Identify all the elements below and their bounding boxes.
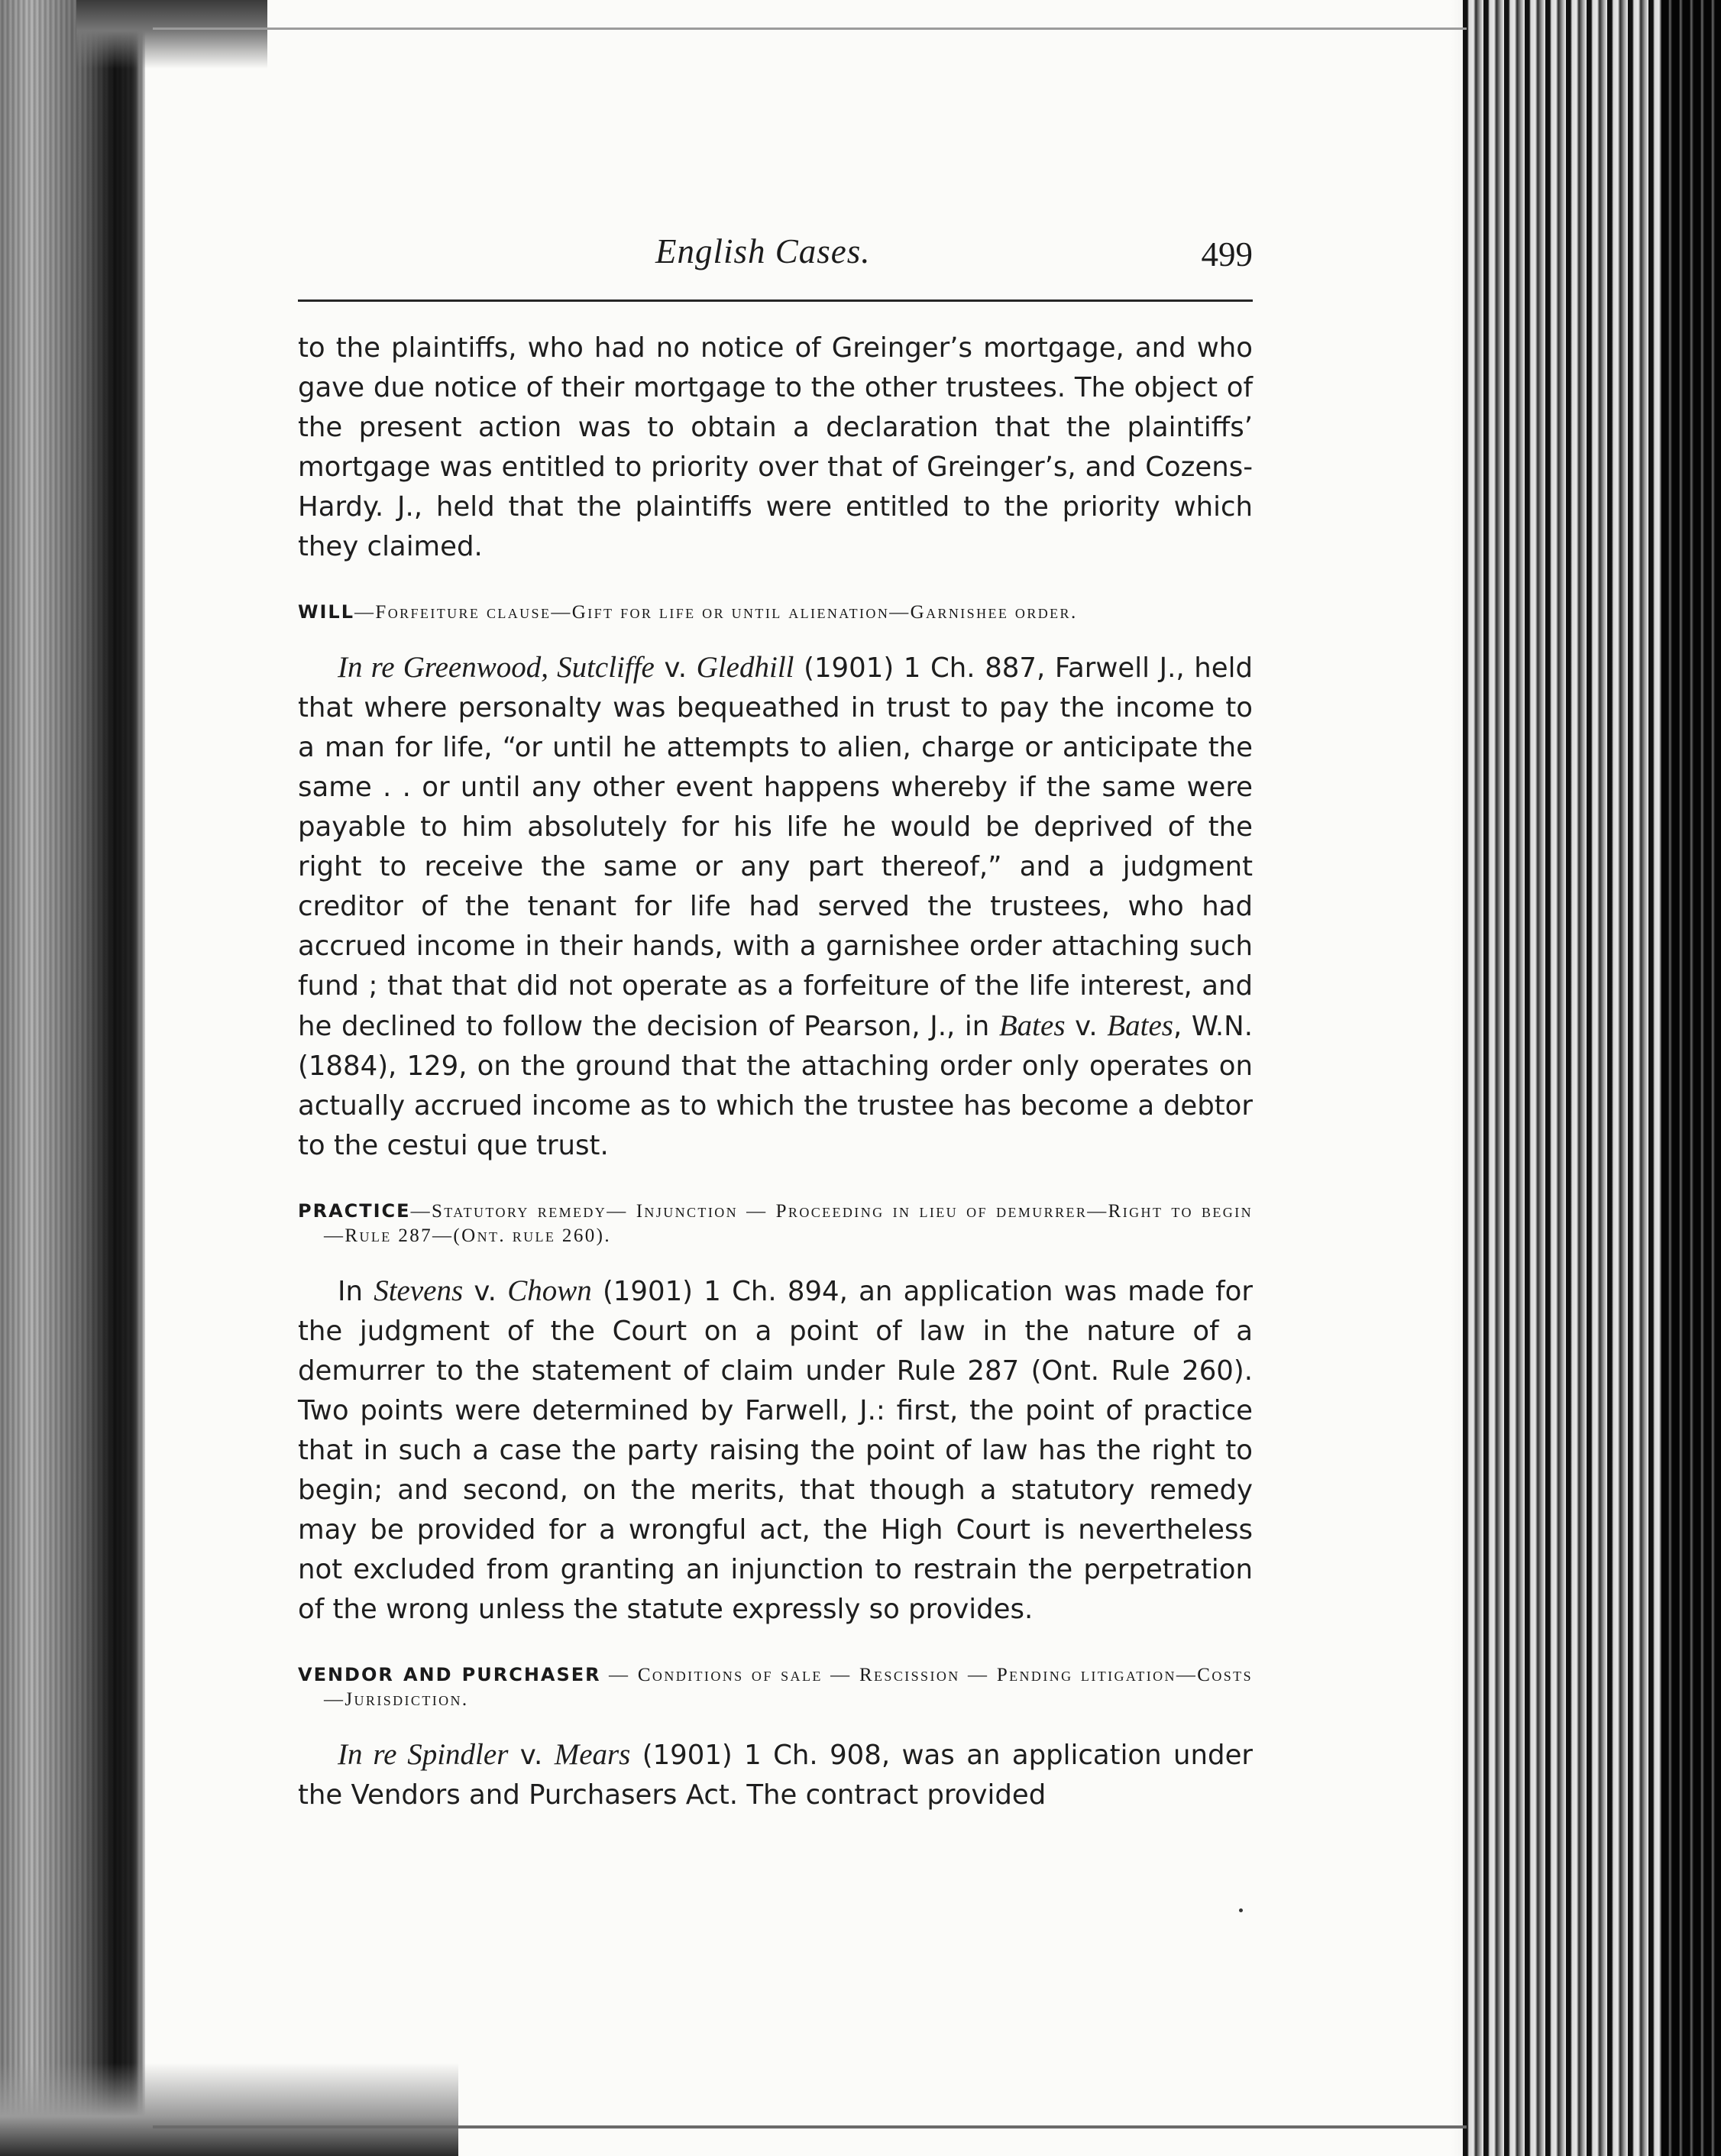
paragraph-greenwood [298,648,1253,1166]
scan-top-edge [153,28,1467,30]
left-binding-top-shadow [76,0,267,69]
case-name: Gledhill [696,651,794,684]
versus: v. [463,1276,508,1307]
case-name: Bates [1107,1009,1173,1042]
case-name: In re Spindler [338,1738,509,1771]
versus: v. [508,1740,555,1771]
header-rule [298,299,1253,302]
page-header [298,225,1253,286]
paragraph-text: (1901) 1 Ch. 894, an application was made for the judgment of the Court on a point of law in the nature of a demurrer to the statement of claim under Rule 287 (Ont. Rule 260). Two points were determined by Farwell, J.: first, the point of practice that in such a case the party raising the point of law has the right to begin; and second, on the merits, that though a statutory remedy may be provided for a wrongful act, the High Court is nevertheless not excluded from granting an injunction to restrain the perpetration of the wrong unless the statute expressly so provides. [298,1276,1253,1625]
heading-key: WILL [298,601,354,623]
paragraph-stevens [298,1271,1253,1630]
paragraph-text: to the plaintiffs, who had no notice of Greinger’s mortgage, and who gave due notice of their mortgage to the other trustees. The object of the present action was to obtain a declaration that the plaintiffs’ mortgage was entitled to priority over that of Greinger’s, and Cozens-Hardy. J., held that the plaintiffs were entitled to the priority which they claimed. [298,332,1253,562]
scan-bottom-edge [153,2125,1467,2128]
versus: v. [654,652,697,684]
paragraph-text: (1901) 1 Ch. 887, Farwell J., held that where personalty was bequeathed in trust to pay the income to a man for life, “or until he attempts to alien, charge or anticipate the same . . or until any other event happens whereby if the same were payable to him absolutely for his life he would be deprived of the right to receive the same or any part thereof,” and a judgment creditor of the tenant for life had served the trustees, who had accrued income in their hands, with a garnishee order attaching such fund ; that that did not operate as a forfeiture of the life interest, and he declined to follow the decision of Pearson, J., in [298,652,1254,1042]
paragraph-text: In [338,1276,374,1307]
case-name: Bates [998,1009,1066,1042]
text-column [298,329,1253,1815]
running-head: English Cases. [655,232,871,270]
left-binding-shadow [0,0,145,2156]
heading-subjects: —Forfeiture clause—Gift for life or until alienation—Garnishee order. [354,602,1078,623]
page-number: 499 [1201,235,1253,274]
case-name: Chown [507,1274,592,1307]
left-binding-bottom-shadow [0,2063,458,2156]
heading-subjects: —Statutory remedy— Injunction — Proceeding in lieu of demurrer—Right to begin—Rule 287—(Ont. rule 260). [324,1201,1253,1246]
right-dark-edge [1661,0,1721,2156]
paragraph-continuation [298,329,1253,567]
versus: v. [1065,1011,1108,1042]
paragraph-spindler [298,1735,1253,1815]
ink-speck [1239,1908,1243,1912]
heading-key: VENDOR AND PURCHASER [298,1664,601,1685]
case-name: Mears [554,1738,631,1771]
case-name: Stevens [374,1274,464,1307]
section-heading-will [298,601,1253,625]
paragraph-text: (1901) 1 Ch. 908, was an application under the Vendors and Purchasers Act. The contract provided [298,1740,1254,1811]
heading-subjects: — Conditions of sale — Rescission — Pending litigation—Costs—Jurisdiction. [324,1665,1253,1710]
heading-key: PRACTICE [298,1200,411,1222]
section-heading-practice [298,1199,1253,1248]
section-heading-vendor [298,1663,1253,1712]
paragraph-text: , W.N. (1884), 129, on the ground that the attaching order only operates on actually accrued income as to which the trustee has become a debtor to the cestui que trust. [298,1011,1253,1161]
case-name: In re Greenwood, Sutcliffe [338,651,655,684]
